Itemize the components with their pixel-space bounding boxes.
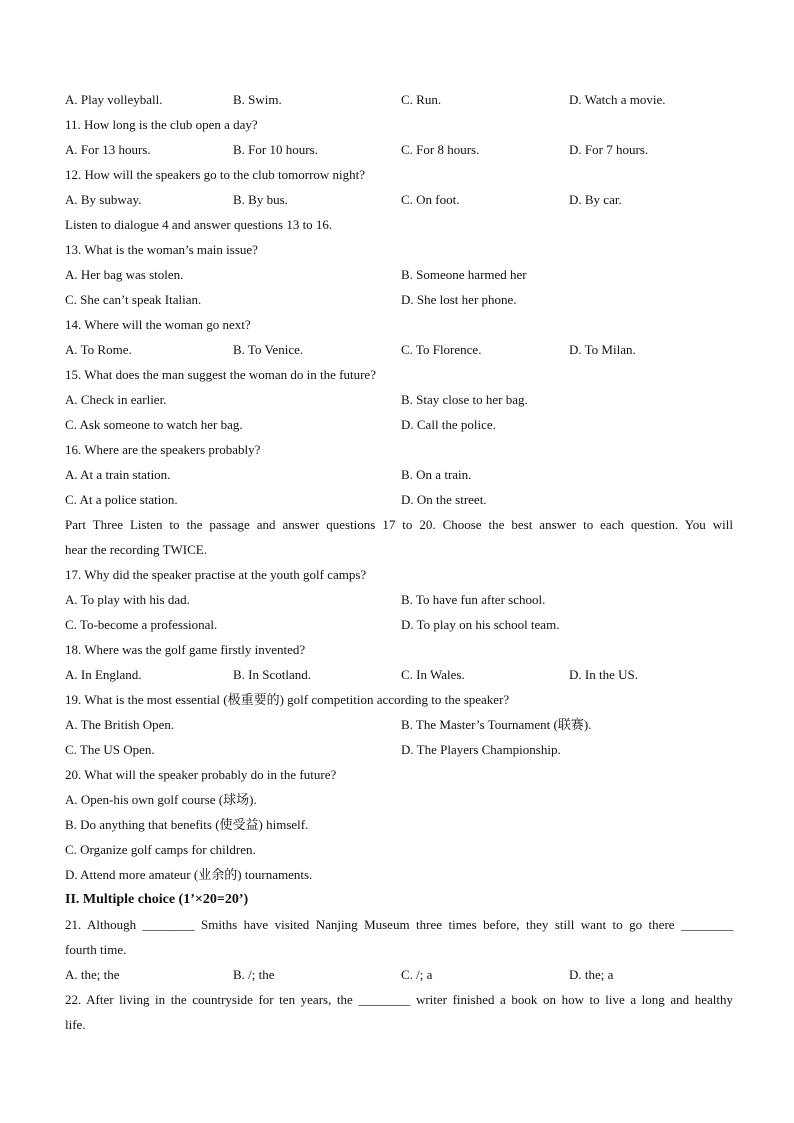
q16-option-d: D. On the street. — [401, 492, 487, 507]
q15-stem: 15. What does the man suggest the woman do in the future? — [65, 367, 376, 382]
q13-option-b: B. Someone harmed her — [401, 267, 527, 282]
q19-option-d: D. The Players Championship. — [401, 742, 561, 757]
q18-option-a: A. In England. — [65, 667, 142, 682]
q21-option-b: B. /; the — [233, 967, 275, 982]
q16-option-a: A. At a train station. — [65, 467, 171, 482]
q20-stem: 20. What will the speaker probably do in the future? — [65, 767, 337, 782]
q12-option-a: A. By subway. — [65, 192, 142, 207]
q10-option-c: C. Run. — [401, 92, 442, 107]
q21-option-d: D. the; a — [569, 967, 614, 982]
q11-option-d: D. For 7 hours. — [569, 142, 649, 157]
q19-option-c: C. The US Open. — [65, 742, 155, 757]
q18-option-c: C. In Wales. — [401, 667, 465, 682]
q14-option-b: B. To Venice. — [233, 342, 304, 357]
q20-option-c: C. Organize golf camps for children. — [65, 842, 256, 857]
q11-option-c: C. For 8 hours. — [401, 142, 480, 157]
q15-option-b: B. Stay close to her bag. — [401, 392, 528, 407]
q17-option-a: A. To play with his dad. — [65, 592, 190, 607]
q12-option-d: D. By car. — [569, 192, 622, 207]
part-three-instruction-line1: Part Three Listen to the passage and answer questions 17 to 20. Choose the best answer to each question. You will — [65, 517, 733, 532]
q12-option-b: B. By bus. — [233, 192, 288, 207]
q11-option-b: B. For 10 hours. — [233, 142, 318, 157]
q18-option-d: D. In the US. — [569, 667, 638, 682]
q19-option-a: A. The British Open. — [65, 717, 175, 732]
q17-option-b: B. To have fun after school. — [401, 592, 546, 607]
q17-stem: 17. Why did the speaker practise at the youth golf camps? — [65, 567, 367, 582]
q22-stem-line2: life. — [65, 1017, 86, 1032]
q14-option-a: A. To Rome. — [65, 342, 132, 357]
q12-stem: 12. How will the speakers go to the club tomorrow night? — [65, 167, 366, 182]
q18-stem: 18. Where was the golf game firstly invented? — [65, 642, 306, 657]
q16-option-c: C. At a police station. — [65, 492, 178, 507]
q15-option-c: C. Ask someone to watch her bag. — [65, 417, 243, 432]
q20-option-b: B. Do anything that benefits (使受益) himself. — [65, 817, 309, 832]
q14-option-c: C. To Florence. — [401, 342, 482, 357]
q16-stem: 16. Where are the speakers probably? — [65, 442, 261, 457]
q14-stem: 14. Where will the woman go next? — [65, 317, 251, 332]
q10-option-a: A. Play volleyball. — [65, 92, 163, 107]
q13-option-d: D. She lost her phone. — [401, 292, 517, 307]
section-2-heading: II. Multiple choice (1’×20=20’) — [65, 892, 249, 907]
q10-option-b: B. Swim. — [233, 92, 282, 107]
part-three-instruction-line2: hear the recording TWICE. — [65, 542, 207, 557]
dialogue-4-instruction: Listen to dialogue 4 and answer questions 13 to 16. — [65, 217, 333, 232]
q13-option-c: C. She can’t speak Italian. — [65, 292, 202, 307]
q20-option-a: A. Open-his own golf course (球场). — [65, 792, 257, 807]
q18-option-b: B. In Scotland. — [233, 667, 311, 682]
q15-option-a: A. Check in earlier. — [65, 392, 167, 407]
q13-stem: 13. What is the woman’s main issue? — [65, 242, 258, 257]
q19-option-b: B. The Master’s Tournament (联赛). — [401, 717, 592, 732]
q17-option-c: C. To-become a professional. — [65, 617, 218, 632]
q16-option-b: B. On a train. — [401, 467, 472, 482]
q21-option-c: C. /; a — [401, 967, 433, 982]
q21-option-a: A. the; the — [65, 967, 120, 982]
q21-stem-line1: 21. Although ________ Smiths have visited Nanjing Museum three times before, they still want to go there ________ — [65, 917, 733, 932]
q14-option-d: D. To Milan. — [569, 342, 636, 357]
q11-option-a: A. For 13 hours. — [65, 142, 151, 157]
q10-option-d: D. Watch a movie. — [569, 92, 666, 107]
q15-option-d: D. Call the police. — [401, 417, 496, 432]
q11-stem: 11. How long is the club open a day? — [65, 117, 258, 132]
q22-stem-line1: 22. After living in the countryside for ten years, the ________ writer finished a book on how to live a long and healthy — [65, 992, 733, 1007]
q13-option-a: A. Her bag was stolen. — [65, 267, 184, 282]
q20-option-d: D. Attend more amateur (业余的) tournaments. — [65, 867, 313, 882]
q17-option-d: D. To play on his school team. — [401, 617, 560, 632]
q21-stem-line2: fourth time. — [65, 942, 127, 957]
q12-option-c: C. On foot. — [401, 192, 460, 207]
q19-stem: 19. What is the most essential (极重要的) golf competition according to the speaker? — [65, 692, 510, 707]
